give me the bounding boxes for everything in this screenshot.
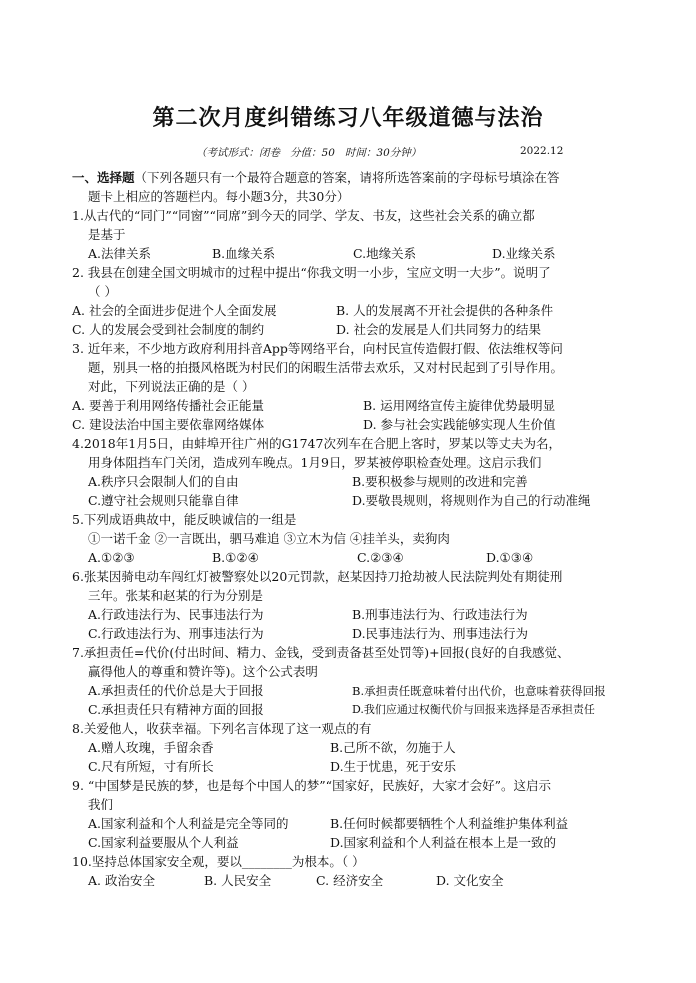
q3-option-c: C. 建设法治中国主要依靠网络媒体 xyxy=(72,417,265,432)
q8-option-a: A.赠人玫瑰，手留余香 xyxy=(88,740,214,755)
q9-option-b: B.任何时候都要牺牲个人利益维护集体利益 xyxy=(330,816,569,831)
q7-option-a: A.承担责任的代价总是大于回报 xyxy=(88,683,264,698)
q1-option-d: D.业缘关系 xyxy=(492,246,556,261)
section-heading: 一、选择题 xyxy=(72,170,135,185)
q1-option-b: B.血缘关系 xyxy=(212,246,276,261)
q9-option-c: C.国家利益要服从个人利益 xyxy=(88,835,239,850)
q1-option-c: C.地缘关系 xyxy=(353,246,417,261)
q2-option-d: D. 社会的发展是人们共同努力的结果 xyxy=(336,322,542,337)
q3-stem-2: 题，别具一格的拍摄风格既为村民们的闲暇生活带去欢乐，又对村民起到了引导作用。 xyxy=(88,360,564,375)
q10-stem: 10.坚持总体国家安全观，要以________为根本。（ ） xyxy=(72,854,365,869)
q9-stem: 9. “中国梦是民族的梦，也是每个中国人的梦”“国家好，民族好，大家才会好”。这启示 xyxy=(72,778,551,793)
q3-stem-3: 对此，下列说法正确的是（ ） xyxy=(88,379,255,394)
q2-option-a: A. 社会的全面进步促进个人全面发展 xyxy=(72,303,277,318)
q7-stem-2: 赢得他人的尊重和赞许等)。这个公式表明 xyxy=(88,664,318,679)
q6-stem-2: 三年。张某和赵某的行为分别是 xyxy=(88,588,264,603)
q1-stem: 1.从古代的“同门”“同窗”“同席”到今天的同学、学友、书友，这些社会关系的确立都 xyxy=(72,208,535,223)
q6-stem: 6.张某因骑电动车闯红灯被警察处以20元罚款，赵某因持刀抢劫被人民法院判处有期徒刑 xyxy=(72,569,563,584)
q7-stem: 7.承担责任=代价(付出时间、精力、金钱，受到责备甚至处罚等)+回报(良好的自我感觉、 xyxy=(72,645,570,660)
q10-option-a: A. 政治安全 xyxy=(88,873,155,888)
exam-meta: （考试形式：闭卷 分值：50 时间：30分钟） xyxy=(196,147,422,159)
q7-option-d: D.我们应通过权衡代价与回报来选择是否承担责任 xyxy=(352,703,595,716)
section-instruction-2: 题卡上相应的答题栏内。每小题3分，共30分） xyxy=(88,189,350,204)
q1-stem-2: 是基于 xyxy=(88,227,126,242)
q9-stem-2: 我们 xyxy=(88,797,114,812)
q10-option-d: D. 文化安全 xyxy=(436,873,504,888)
q4-stem: 4.2018年1月5日，由蚌埠开往广州的G1747次列车在合肥上客时，罗某以等丈夫为名， xyxy=(72,436,561,451)
q4-stem-2: 用身体阻挡车门关闭，造成列车晚点。1月9日，罗某被停职检查处理。这启示我们 xyxy=(88,455,542,470)
q10-option-b: B. 人民安全 xyxy=(204,873,272,888)
q4-option-a: A.秩序只会限制人们的自由 xyxy=(88,474,239,489)
q5-option-b: B.①②④ xyxy=(212,550,259,565)
q5-stem-2: ①一诺千金 ②一言既出，驷马难追 ③立木为信 ④挂羊头，卖狗肉 xyxy=(88,531,450,546)
q9-option-a: A.国家利益和个人利益是完全等同的 xyxy=(88,816,289,831)
q1-option-a: A.法律关系 xyxy=(88,246,152,261)
exam-date: 2022.12 xyxy=(520,145,564,157)
q8-stem: 8.关爱他人，收获幸福。下列名言体现了这一观点的有 xyxy=(72,721,372,736)
q4-option-d: D.要敬畏规则，将规则作为自己的行动准绳 xyxy=(352,493,591,508)
q7-option-b: B.承担责任既意味着付出代价，也意味着获得回报 xyxy=(352,684,606,698)
q2-option-b: B. 人的发展离不开社会提供的各种条件 xyxy=(336,303,554,318)
q2-stem: 2. 我县在创建全国文明城市的过程中提出“你我文明一小步，宝应文明一大步”。说明了 xyxy=(72,265,551,280)
q4-option-c: C.遵守社会规则只能靠自律 xyxy=(88,493,239,508)
page-title: 第二次月度纠错练习八年级道德与法治 xyxy=(152,105,544,131)
q3-option-a: A. 要善于利用网络传播社会正能量 xyxy=(72,398,264,413)
q6-option-a: A.行政违法行为、民事违法行为 xyxy=(88,607,264,622)
q6-option-b: B.刑事违法行为、行政违法行为 xyxy=(352,607,528,622)
q8-option-d: D.生于忧患，死于安乐 xyxy=(330,759,457,774)
q6-option-c: C.行政违法行为、刑事违法行为 xyxy=(88,626,264,641)
q3-option-d: D. 参与社会实践能够实现人生价值 xyxy=(363,417,556,432)
section-instruction: （下列各题只有一个最符合题意的答案，请将所选答案前的字母标号填涂在答 xyxy=(134,170,560,185)
q5-stem: 5.下列成语典故中，能反映诚信的一组是 xyxy=(72,512,297,527)
q10-option-c: C. 经济安全 xyxy=(316,873,384,888)
q7-option-c: C.承担责任只有精神方面的回报 xyxy=(88,702,264,717)
q4-option-b: B.要积极参与规则的改进和完善 xyxy=(352,474,528,489)
q2-stem-2: （ ） xyxy=(88,284,117,299)
q9-option-d: D.国家利益和个人利益在根本上是一致的 xyxy=(330,835,557,850)
q3-option-b: B. 运用网络宣传主旋律优势最明显 xyxy=(363,398,556,413)
section-heading-line xyxy=(72,170,560,186)
q5-option-c: C.②③④ xyxy=(357,550,404,565)
q8-option-b: B.己所不欲，勿施于人 xyxy=(330,740,456,755)
q5-option-d: D.①③④ xyxy=(486,550,534,565)
q3-stem: 3. 近年来，不少地方政府利用抖音App等网络平台，向村民宣传造假打假、依法维权等问 xyxy=(72,341,563,356)
q5-option-a: A.①②③ xyxy=(88,550,135,565)
q6-option-d: D.民事违法行为、刑事违法行为 xyxy=(352,626,529,641)
q8-option-c: C.尺有所短，寸有所长 xyxy=(88,759,214,774)
q2-option-c: C. 人的发展会受到社会制度的制约 xyxy=(72,322,265,337)
